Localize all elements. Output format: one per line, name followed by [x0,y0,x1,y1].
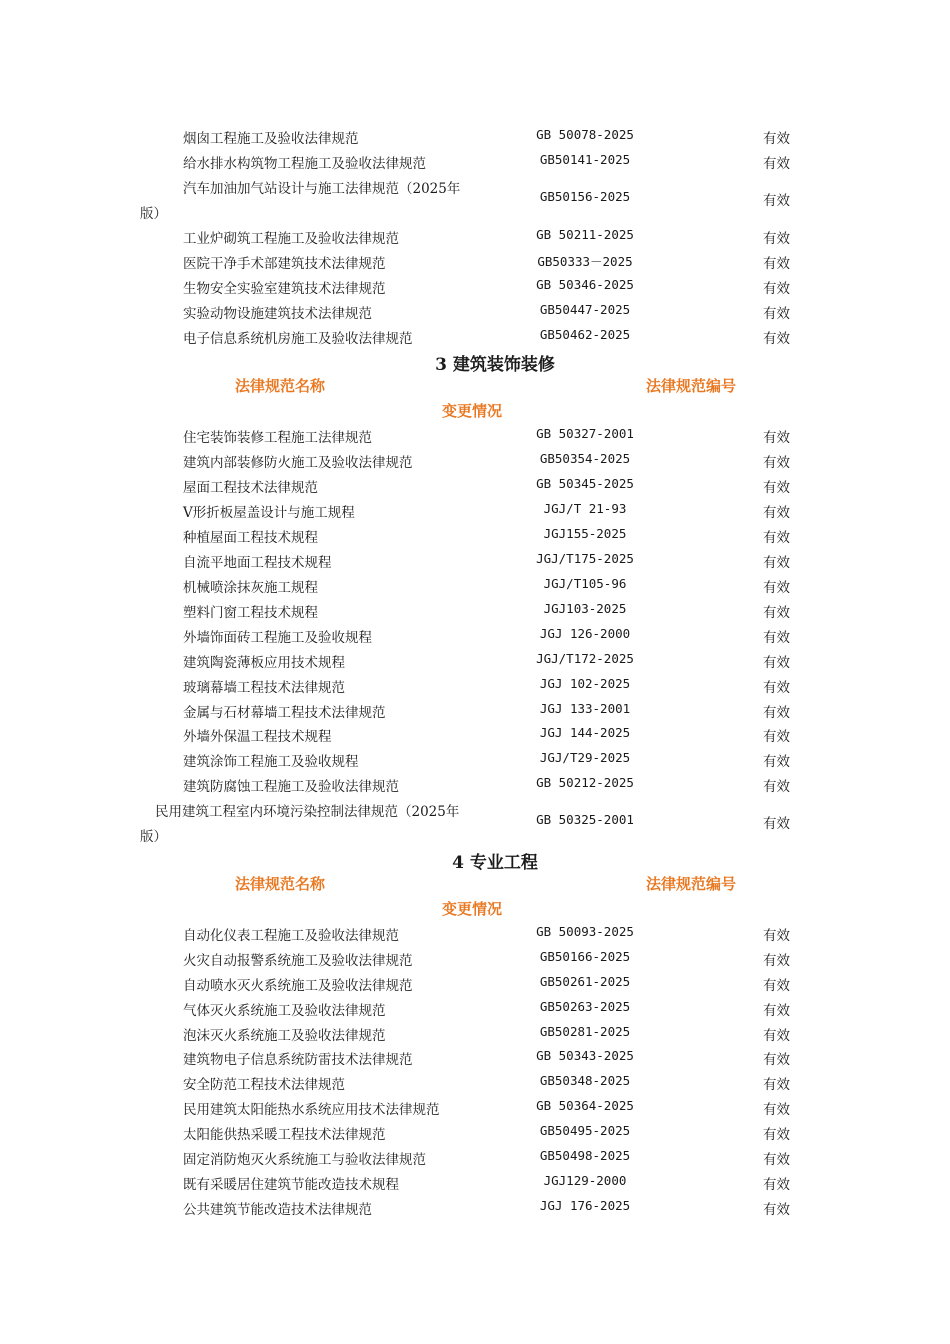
list-item [0,921,950,946]
column-header-name: 法律规范名称 [235,377,326,395]
standard-code: JGJ/T29-2025 [539,750,631,765]
standard-code: GB50348-2025 [539,1073,631,1088]
standard-status: 有效 [763,455,790,471]
standard-name: 烟囱工程施工及验收法律规范 [183,131,359,147]
standard-code: GB50447-2025 [539,302,631,317]
standard-code: JGJ129-2000 [543,1173,627,1188]
list-item [0,1021,950,1046]
standard-name: 建筑陶瓷薄板应用技术规程 [183,655,345,671]
standard-code: GB50495-2025 [539,1123,631,1138]
list-item [0,1145,950,1170]
standard-code: GB 50211-2025 [536,227,634,242]
standard-name: 气体灭火系统施工及验收法律规范 [183,1003,386,1019]
standard-status: 有效 [763,156,790,172]
list-item [0,224,950,249]
standard-status: 有效 [763,193,790,209]
standard-name: 固定消防炮灭火系统施工与验收法律规范 [183,1152,426,1168]
list-item [0,124,950,149]
standard-code: JGJ/T175-2025 [536,551,634,566]
standard-status: 有效 [763,978,790,994]
standard-code: GB 50346-2025 [536,277,634,292]
list-item [0,274,950,299]
standard-code: GB50156-2025 [539,189,631,204]
standard-code: GB50354-2025 [539,451,631,466]
standard-status: 有效 [763,729,790,745]
standard-name-line2: 版） [140,829,167,845]
standard-code: GB 50093-2025 [536,924,634,939]
standard-code: GB 50327-2001 [536,426,634,441]
standard-code: GB 50078-2025 [536,127,634,142]
standard-name: 金属与石材幕墙工程技术法律规范 [183,705,386,721]
standard-status: 有效 [763,779,790,795]
standard-status: 有效 [763,505,790,521]
standard-code: JGJ103-2025 [543,601,627,616]
standard-name: 自流平地面工程技术规程 [183,555,332,571]
standard-status: 有效 [763,1028,790,1044]
standard-code: GB50462-2025 [539,327,631,342]
standard-status: 有效 [763,1077,790,1093]
list-item [0,623,950,648]
standard-code: GB50333－2025 [537,254,633,269]
standard-name: 给水排水构筑物工程施工及验收法律规范 [183,156,426,172]
list-item [0,1170,950,1195]
standard-status: 有效 [763,281,790,297]
standard-status: 有效 [763,1102,790,1118]
list-item [0,249,950,274]
list-item [0,747,950,772]
standard-status: 有效 [763,680,790,696]
list-item [0,1045,950,1070]
standard-status: 有效 [763,816,790,832]
standard-name: 屋面工程技术法律规范 [183,480,318,496]
standard-status: 有效 [763,705,790,721]
list-item [0,1120,950,1145]
standard-code: GB50263-2025 [539,999,631,1014]
list-item [0,1070,950,1095]
list-item [0,523,950,548]
standard-status: 有效 [763,580,790,596]
standard-code: JGJ 126-2000 [539,626,631,641]
standard-status: 有效 [763,306,790,322]
standard-name: 玻璃幕墙工程技术法律规范 [183,680,345,696]
standard-code: JGJ 133-2001 [539,701,631,716]
list-item [0,473,950,498]
standard-status: 有效 [763,1177,790,1193]
standard-code: GB50141-2025 [539,152,631,167]
standard-status: 有效 [763,1202,790,1218]
standard-name: 建筑防腐蚀工程施工及验收法律规范 [183,779,399,795]
standard-status: 有效 [763,605,790,621]
standard-name: 种植屋面工程技术规程 [183,530,318,546]
list-item [0,1095,950,1120]
list-item [0,498,950,523]
list-item [0,673,950,698]
standard-status: 有效 [763,256,790,272]
standard-code: JGJ/T105-96 [543,576,627,591]
standard-code: GB 50325-2001 [536,812,634,827]
standard-code: GB50261-2025 [539,974,631,989]
column-header-code: 法律规范编号 [646,377,737,395]
standard-code: JGJ/T 21-93 [543,501,627,516]
standard-name: 太阳能供热采暖工程技术法律规范 [183,1127,386,1143]
list-item [0,797,950,847]
standard-code: GB 50364-2025 [536,1098,634,1113]
standard-code: JGJ/T172-2025 [536,651,634,666]
standard-name: 外墙外保温工程技术规程 [183,729,332,745]
standard-name: 自动化仪表工程施工及验收法律规范 [183,928,399,944]
standard-status: 有效 [763,754,790,770]
standard-status: 有效 [763,530,790,546]
standard-code: GB50281-2025 [539,1024,631,1039]
standard-name: 机械喷涂抹灰施工规程 [183,580,318,596]
standard-code: GB 50345-2025 [536,476,634,491]
list-item [0,423,950,448]
column-header-change: 变更情况 [442,402,503,420]
list-item [0,598,950,623]
standard-status: 有效 [763,430,790,446]
standard-name: 建筑涂饰工程施工及验收规程 [183,754,359,770]
standard-status: 有效 [763,1152,790,1168]
standard-status: 有效 [763,655,790,671]
list-item [0,573,950,598]
standard-status: 有效 [763,231,790,247]
standard-code: GB50166-2025 [539,949,631,964]
list-item [0,448,950,473]
standard-name-line2: 版） [140,206,167,222]
standard-name: 建筑内部装修防火施工及验收法律规范 [183,455,413,471]
standard-status: 有效 [763,480,790,496]
standard-name: 住宅装饰装修工程施工法律规范 [183,430,372,446]
standard-name: 生物安全实验室建筑技术法律规范 [183,281,386,297]
standard-name: 火灾自动报警系统施工及验收法律规范 [183,953,413,969]
standard-code: JGJ 144-2025 [539,725,631,740]
standard-name: 民用建筑太阳能热水系统应用技术法律规范 [183,1102,440,1118]
section-title: 3 建筑装饰装修 [435,355,555,375]
standard-status: 有效 [763,953,790,969]
standard-name: 泡沫灭火系统施工及验收法律规范 [183,1028,386,1044]
list-item [0,648,950,673]
section-title: 4 专业工程 [452,853,538,873]
standard-name-line1: 汽车加油加气站设计与施工法律规范（2025年 [183,181,461,197]
standard-status: 有效 [763,331,790,347]
standard-code: GB50498-2025 [539,1148,631,1163]
standard-name: 安全防范工程技术法律规范 [183,1077,345,1093]
standard-code: JGJ 102-2025 [539,676,631,691]
standard-name: 电子信息系统机房施工及验收法律规范 [183,331,413,347]
standard-status: 有效 [763,555,790,571]
standard-code: GB 50212-2025 [536,775,634,790]
list-item [0,299,950,324]
column-header-code: 法律规范编号 [646,875,737,893]
list-item [0,149,950,174]
standard-status: 有效 [763,1052,790,1068]
standard-name: V形折板屋盖设计与施工规程 [183,505,355,521]
standard-status: 有效 [763,630,790,646]
list-item [0,174,950,224]
standard-name: 自动喷水灭火系统施工及验收法律规范 [183,978,413,994]
standard-status: 有效 [763,131,790,147]
standard-name: 医院干净手术部建筑技术法律规范 [183,256,386,272]
standard-status: 有效 [763,928,790,944]
standard-name: 建筑物电子信息系统防雷技术法律规范 [183,1052,413,1068]
standard-name-line1: 民用建筑工程室内环境污染控制法律规范（2025年 [155,804,460,820]
list-item [0,1195,950,1220]
list-item [0,996,950,1021]
list-item [0,324,950,349]
standard-name: 塑料门窗工程技术规程 [183,605,318,621]
column-header-name: 法律规范名称 [235,875,326,893]
standard-status: 有效 [763,1003,790,1019]
list-item [0,772,950,797]
list-item [0,698,950,723]
list-item [0,722,950,747]
standard-code: JGJ 176-2025 [539,1198,631,1213]
standard-name: 工业炉砌筑工程施工及验收法律规范 [183,231,399,247]
list-item [0,946,950,971]
list-item [0,971,950,996]
standard-code: GB 50343-2025 [536,1048,634,1063]
list-item [0,548,950,573]
standard-name: 实验动物设施建筑技术法律规范 [183,306,372,322]
standard-status: 有效 [763,1127,790,1143]
standard-code: JGJ155-2025 [543,526,627,541]
standard-name: 公共建筑节能改造技术法律规范 [183,1202,372,1218]
standard-name: 外墙饰面砖工程施工及验收规程 [183,630,372,646]
column-header-change: 变更情况 [442,900,503,918]
standard-name: 既有采暖居住建筑节能改造技术规程 [183,1177,399,1193]
